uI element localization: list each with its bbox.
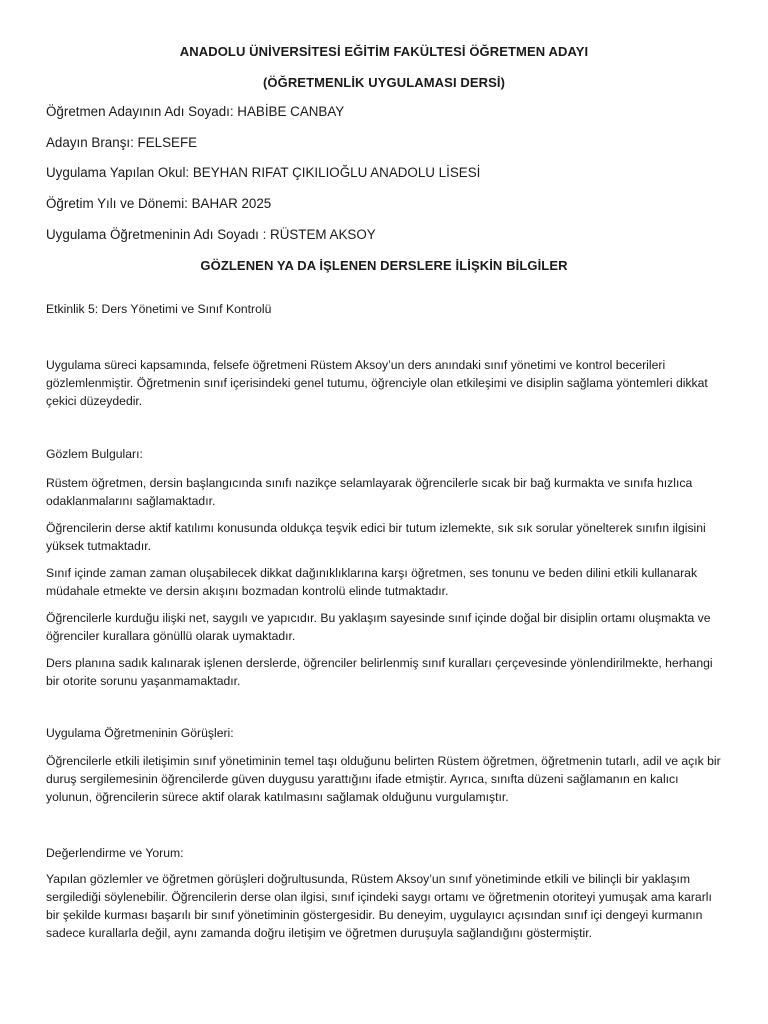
field-term: Öğretim Yılı ve Dönemi: BAHAR 2025 [46,196,272,211]
field-branch: Adayın Branşı: FELSEFE [46,135,198,150]
evaluation-heading: Değerlendirme ve Yorum: [46,846,184,860]
mentor-views-paragraph: Öğrencilerle etkili iletişimin sınıf yönetiminin temel taşı olduğunu belirten Rüstem öğretmen, öğretmenin tutarlı, adil ve açık bir duruş sergilemesinin öğrencilerde güven duygusu yarattığını ifade etmiştir. Ayrıca, sınıfta düzeni sağlamanın en kalıcı yolunun, öğrencilerin sürece aktif olarak katılmasını sağlamak olduğunu vurgulamıştır. [46,754,721,804]
evaluation-paragraph: Yapılan gözlemler ve öğretmen görüşleri doğrultusunda, Rüstem Aksoy’un sınıf yönetiminde etkili ve bilinçli bir yaklaşım sergilediği söylenebilir. Öğrencilerin derse olan ilgisi, sınıf içindeki saygı ortamı ve öğretmenin otoriteyi yumuşak ama kararlı bir şekilde kurması başarılı bir sınıf yönetiminin göstergesidir. Bu deneyim, uygulayıcı açısından sınıf içi dengeyi kurmanın sadece kurallarla değil, aynı zamanda doğru iletişim ve öğretmen duruşuyla sağlandığını göstermiştir. [46,872,712,940]
mentor-views-heading: Uygulama Öğretmeninin Görüşleri: [46,726,234,740]
section-title: GÖZLENEN YA DA İŞLENEN DERSLERE İLİŞKİN BİLGİLER [200,258,568,273]
findings-paragraph-5: Ders planına sadık kalınarak işlenen derslerde, öğrenciler belirlenmiş sınıf kuralları çerçevesinde yönlendirilmekte, herhangi bir otorite sorunu yaşanmamaktadır. [46,656,713,688]
findings-heading: Gözlem Bulguları: [46,447,143,461]
field-candidate: Öğretmen Adayının Adı Soyadı: HABİBE CANBAY [46,104,345,119]
header-line-1: ANADOLU ÜNİVERSİTESİ EĞİTİM FAKÜLTESİ ÖĞRETMEN ADAYI [179,44,589,59]
field-school: Uygulama Yapılan Okul: BEYHAN RIFAT ÇIKILIOĞLU ANADOLU LİSESİ [46,165,481,180]
intro-paragraph: Uygulama süreci kapsamında, felsefe öğretmeni Rüstem Aksoy’un ders anındaki sınıf yönetimi ve kontrol becerileri gözlemlenmiştir. Öğretmenin sınıf içerisindeki genel tutumu, öğrenciyle olan etkileşimi ve disiplin sağlama yöntemleri dikkat çekici düzeydedir. [46,358,708,408]
field-mentor: Uygulama Öğretmeninin Adı Soyadı : RÜSTEM AKSOY [46,227,376,242]
findings-paragraph-4: Öğrencilerle kurduğu ilişki net, saygılı ve yapıcıdır. Bu yaklaşım sayesinde sınıf içinde doğal bir disiplin ortamı oluşmakta ve öğrenciler kurallara gönüllü olarak uymaktadır. [46,611,711,643]
findings-paragraph-1: Rüstem öğretmen, dersin başlangıcında sınıfı nazikçe selamlayarak öğrencilerle sıcak bir bağ kurmakta ve sınıfa hızlıca odaklanmalarını sağlamaktadır. [46,476,693,508]
activity-title: Etkinlik 5: Ders Yönetimi ve Sınıf Kontrolü [46,302,272,316]
findings-paragraph-3: Sınıf içinde zaman zaman oluşabilecek dikkat dağınıklıklarına karşı öğretmen, ses tonunu ve beden dilini etkili kullanarak müdahale etmekte ve dersin akışını bozmadan kontrolü elinde tutmaktadır. [46,566,698,598]
findings-paragraph-2: Öğrencilerin derse aktif katılımı konusunda oldukça teşvik edici bir tutum izlemekte, sık sık sorular yönelterek sınıfın ilgisini yüksek tutmaktadır. [46,521,706,553]
header-line-2: (ÖĞRETMENLİK UYGULAMASI DERSİ) [262,75,506,90]
